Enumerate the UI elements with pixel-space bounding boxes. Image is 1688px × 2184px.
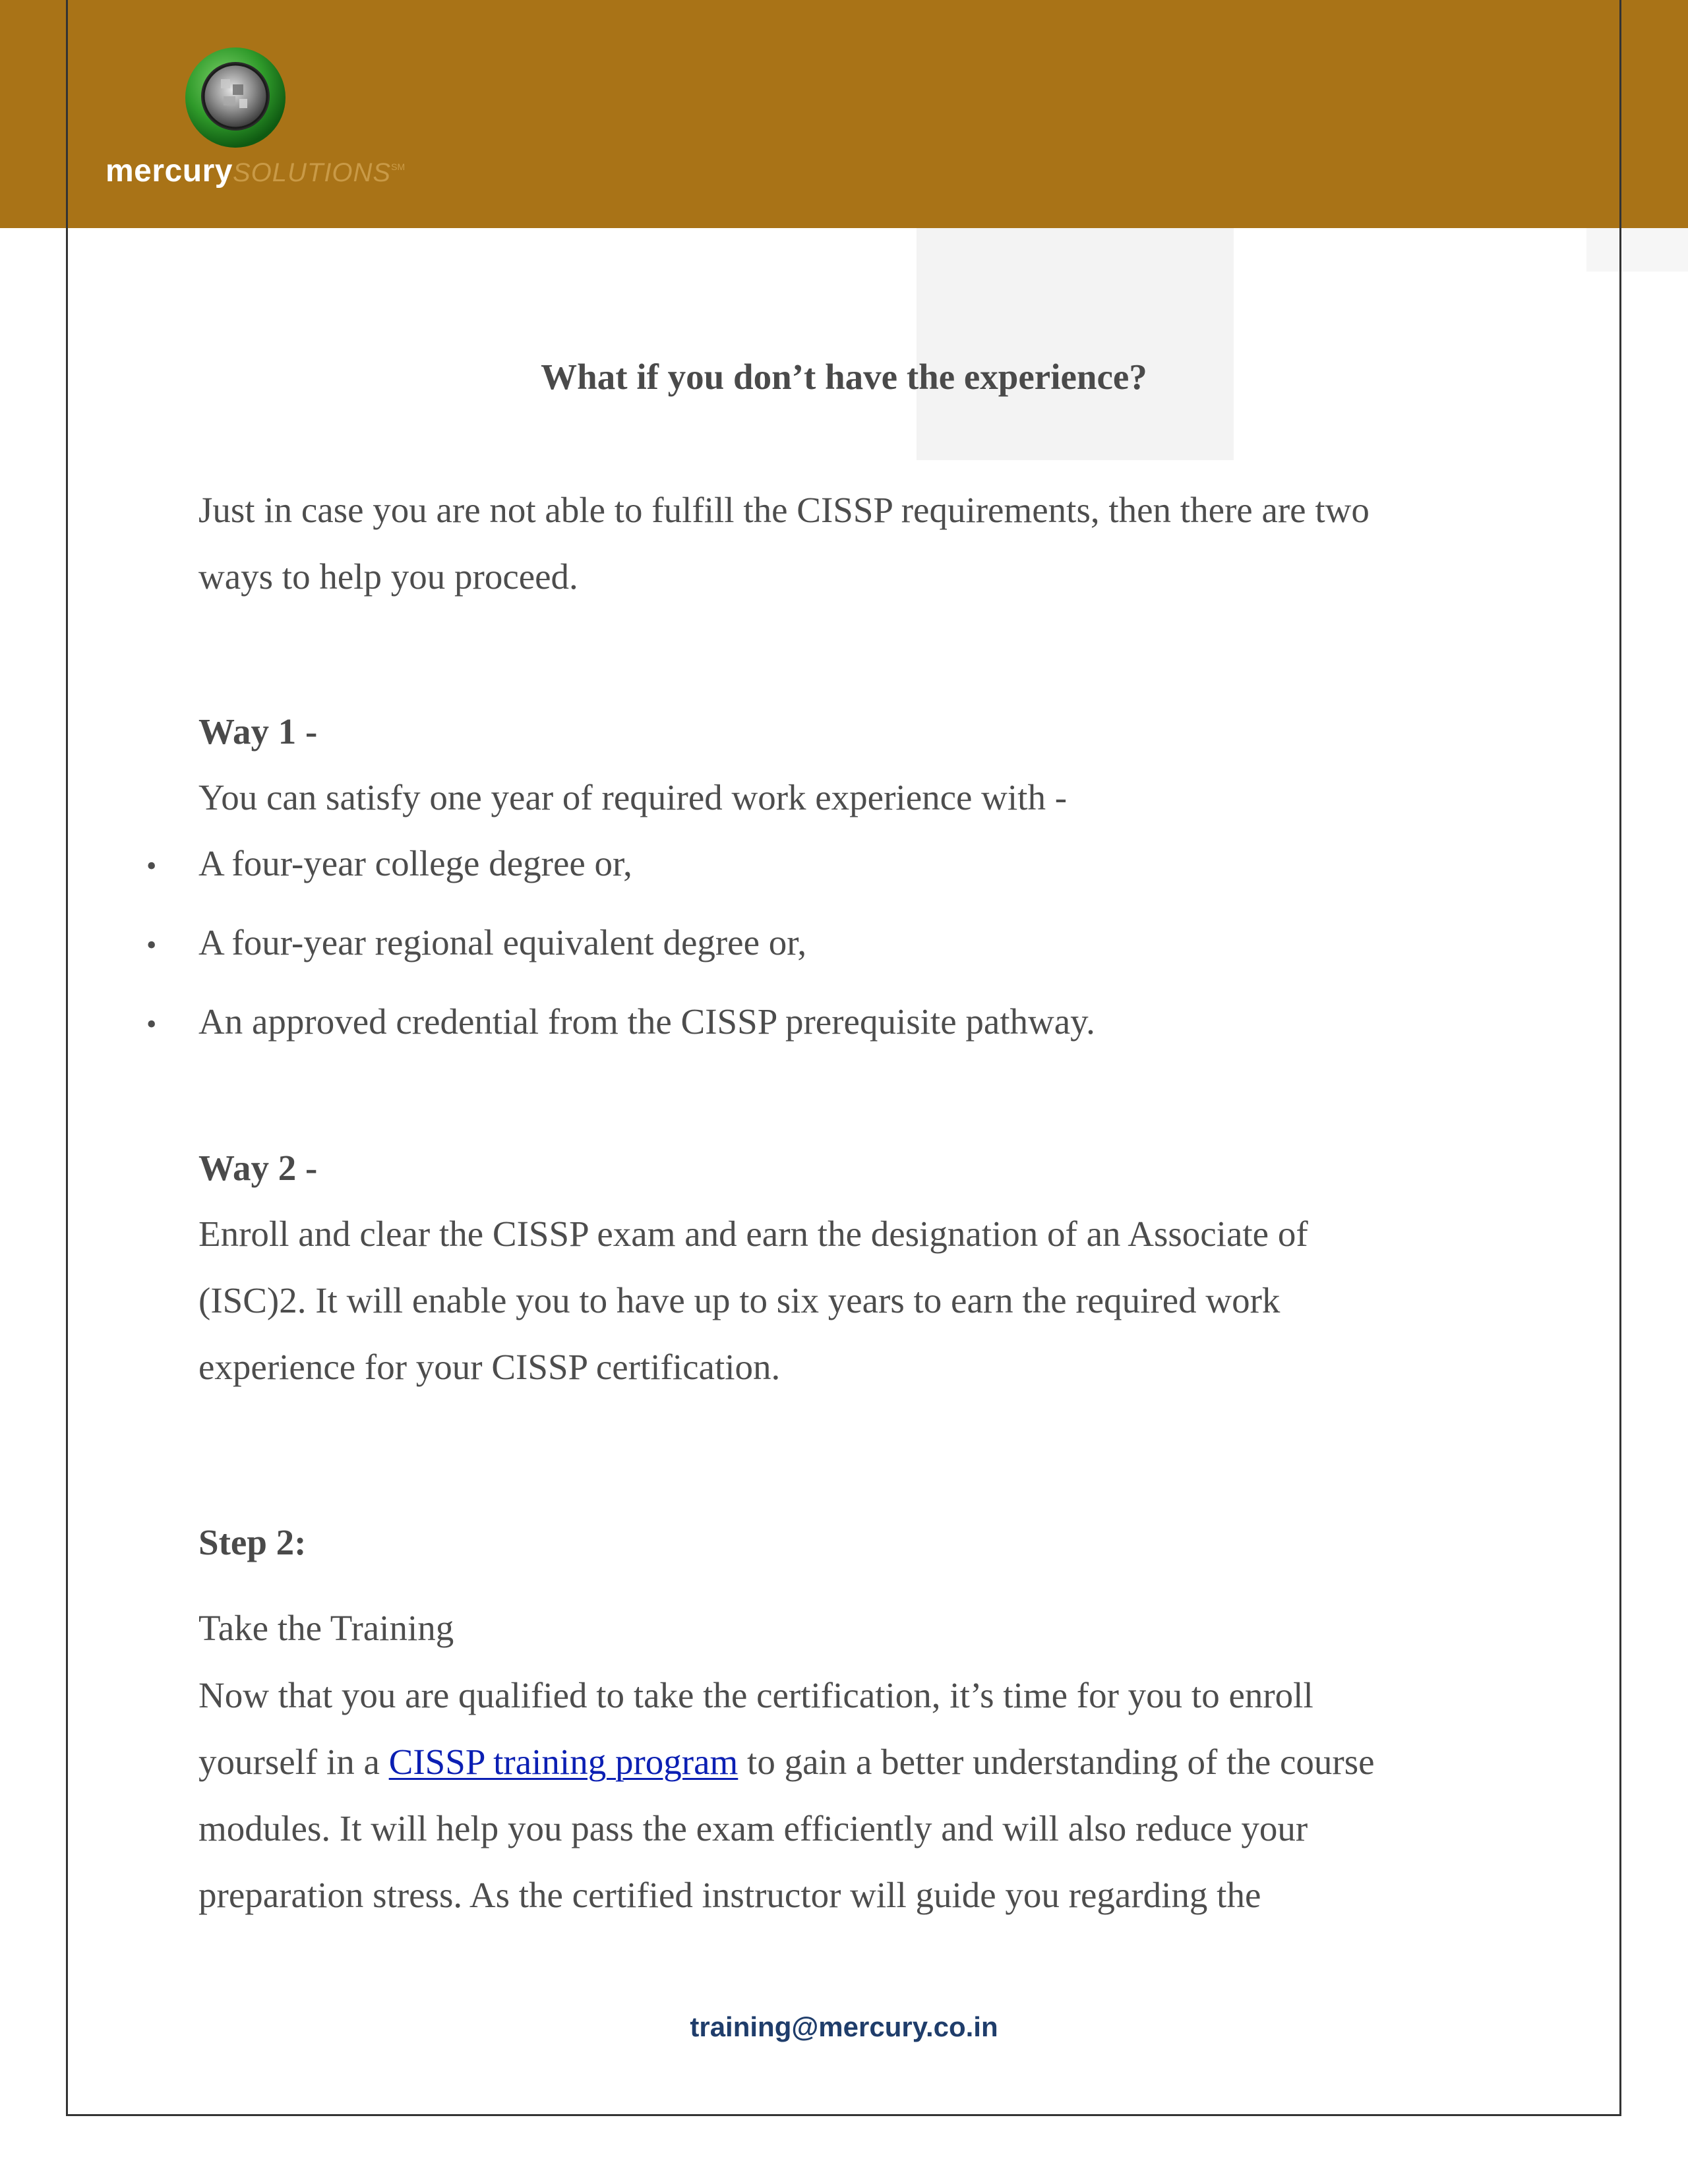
step-2-line-4: preparation stress. As the certified instructor will guide you regarding the (198, 1875, 1261, 1915)
step-2-subheading: Take the Training (198, 1608, 454, 1648)
way-2-line-1: Enroll and clear the CISSP exam and earn the designation of an Associate of (198, 1214, 1308, 1254)
bullet-icon: • (146, 929, 157, 961)
intro-line-2: ways to help you proceed. (198, 556, 578, 597)
way-1-heading: Way 1 - (198, 711, 318, 752)
step-2-line-2-before: yourself in a (198, 1742, 389, 1782)
way-2-line-3: experience for your CISSP certification. (198, 1347, 781, 1387)
cissp-training-program-link[interactable]: CISSP training program (388, 1742, 738, 1782)
way-1-item-3: An approved credential from the CISSP prerequisite pathway. (198, 1001, 1095, 1042)
way-2-line-2: (ISC)2. It will enable you to have up to six years to earn the required work (198, 1280, 1281, 1320)
page-title: What if you don’t have the experience? (541, 357, 1147, 397)
page-border (66, 0, 1621, 2116)
logo-trademark-mark: SM (391, 162, 406, 172)
bullet-icon: • (146, 850, 157, 882)
intro-line-1: Just in case you are not able to fulfill the CISSP requirements, then there are two (198, 490, 1370, 530)
bullet-icon: • (146, 1008, 157, 1040)
step-2-line-2-after: to gain a better understanding of the course (738, 1742, 1375, 1782)
way-1-lead: You can satisfy one year of required work experience with - (198, 777, 1068, 817)
step-2-line-2 (198, 1736, 1375, 1788)
way-2-heading: Way 2 - (198, 1148, 318, 1188)
step-2-line-3: modules. It will help you pass the exam efficiently and will also reduce your (198, 1808, 1308, 1848)
way-1-item-1: A four-year college degree or, (198, 843, 632, 883)
logo-primary-text: mercury (106, 154, 233, 189)
footer-email: training@mercury.co.in (690, 2011, 998, 2042)
way-1-item-2: A four-year regional equivalent degree or, (198, 922, 807, 962)
step-2-heading: Step 2: (198, 1522, 307, 1562)
step-2-line-1: Now that you are qualified to take the certification, it’s time for you to enroll (198, 1675, 1313, 1715)
logo-secondary-text: SOLUTIONS (232, 158, 392, 187)
